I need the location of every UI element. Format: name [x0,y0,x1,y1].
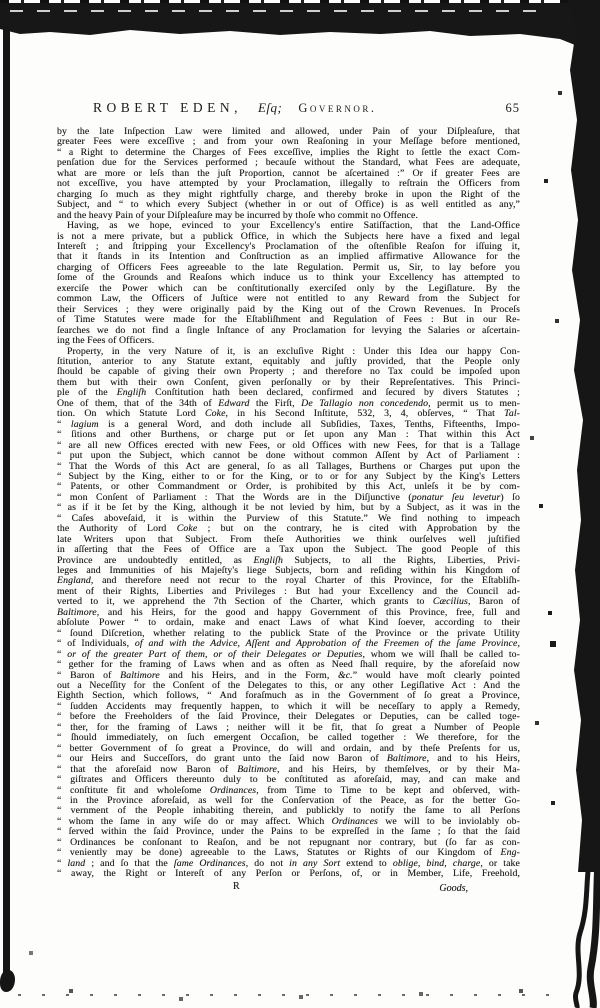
text-line: in aſſerting that the Fees of Office are a Tax upon the Subject. The good People of this [57,544,520,556]
text-line: “ that the aforeſaid now Baron of Baltimore, and his Heirs, by themſelves, or by their Ma- [57,763,521,775]
text-line: “ of Individuals, of and with the Advice, Aſſent and Approbation of the Freemen of the ſame Province, [57,638,521,650]
paragraph [57,127,520,221]
text-line: “ our Heirs and Succeſſors, do grant unto the ſaid now Baron of Baltimore, and to his Heirs, [57,753,521,765]
text-line: that it ſtands in its Intention and Conſtruction as an implied affirmative Allowance for the [57,251,520,263]
text-line: ſtitution, anterior to any Statute extant, equitably and juſtly provided, that the People only [57,355,520,367]
scan-edge-left [3,26,10,978]
text-line: ſhould be capable of giving their own Property ; and therefore no Tax could be impoſed upon [57,366,520,378]
text-line: ment of their Rights, Liberties and Privileges : But had your Excellency and the Council ad- [57,585,520,597]
text-line: is not a mere private, but a publick Office, in which the Subjects here have a fixed and legal [57,230,520,242]
text-line: “ as if it be ſet by the King, although it be not levied by him, but by a Subject, as it was in the [57,502,520,514]
text-line: One of them, that of the 34th of Edward the Firſt, De Tallagio non concedendo, permit us to men- [57,397,521,409]
text-line: ſome of the Grounds and Reaſons which induce us to think your Excellency has attempted to [57,272,520,284]
text-line: Having, as we hope, evinced to your Excellency's entire Satiſfaction, that the Land-Office [67,220,520,232]
text-line: “ land ; and ſo that the ſame Ordinances, do not in any Sort extend to oblige, bind, charge, or take [57,857,521,869]
text-line: Baltimore, and his Heirs, for the good and happy Government of this Province, free, full and [57,606,520,618]
text-line: “ lagium is a general Word, and doth include all Subſidies, Taxes, Tenths, Fifteenths, Impo- [57,418,520,430]
scan-edge-top [0,3,600,49]
text-line: “ vernment of the People inhabiting therein, and publickly to notify the ſame to all Perſons [57,805,520,817]
text-line: common Law, the Officers of Juſtice were not entitled to any Reward from the Subject for [57,293,520,305]
text-line: “ in the Province aforeſaid, as well for the Conſervation of the Peace, as for the better Go- [57,795,520,806]
page-number: 65 [505,101,520,115]
page-header [57,100,520,116]
text-line: “ Baron of Baltimore and his Heirs, and in the Form, &c.” would have moſt clearly pointed [57,669,520,681]
text-line: ſearches we do not find a ſingle Inſtance of any Proclamation for levying the Salaries or aſcertain- [57,324,520,336]
scan-noise-specks [0,0,2,2]
text-line: England, and therefore need not recur to the royal Charter of this Province, for the Eſtabliſh- [57,575,520,587]
text-line: Intereſt ; and ſtripping your Excellency's Proclamation of the oſtenſible Reaſon for iſſuing it, [57,240,520,252]
paragraph [57,221,520,346]
text-line: “ conſtitute fit and wholeſome Ordinances, from Time to Time to be kept and obſerved, with- [57,784,521,796]
text-line: and the heavy Pain of your Diſpleaſure may be incurred by thoſe who commit no Offence. [57,209,418,221]
text-line: “ Patents, or other Commandment or Order, is prohibited by this Act, unleſs it be by com- [57,481,520,493]
text-line: Property, in the very Nature of it, is an excluſive Right : Under this Idea our happy Con- [67,345,520,357]
text-line: penſation due for the Services performed ; becauſe without the Standard, what Fees are adequate, [57,157,520,169]
text-line: out a Neceſſity for the Conſent of the Delegates to this, or any other Legiſlative Act : And the [57,680,520,692]
text-line: their Services ; they were originally paid by the King out of the Crown Revenues. In Proceſs [57,303,520,315]
text-line: “ put upon the Subject, which cannot be done without common Aſſent by Act of Parliament : [57,450,520,462]
paragraph [57,347,520,880]
text-line: of Time Statutes were made for the Eſtabliſhment and Regulation of Fees : But in our Re- [57,314,520,326]
text-line: “ giſtrates and Officers thereunto duly to be conſtituted as aforeſaid, may, and can make and [57,774,520,786]
esquire-abbreviation: Eſq; [257,100,283,115]
text-line: “ before the Freeholders of the ſaid Province, their Delegates or Deputies, can be called toge- [57,711,520,723]
text-line: them but with their own Conſent, given perſonally or by their Repreſentatives. This Princi- [57,376,520,388]
text-line: “ ſudden Accidents may frequently happen, to which it will be neceſſary to apply a Remedy, [57,700,520,712]
text-line: “ a Right to determine the Charges of Fees exceſſive, implies the Right to ſettle the exact Com- [57,146,520,158]
text-line: not exceſſive, you have attempted by your Proclamation, illegally to reſtrain the Officers from [57,178,520,190]
text-line: leges and Immunities of his Majeſty's liege Subjects, born and reſiding within his Kingdom of [57,565,520,577]
text-line: abſolute Power “ to ordain, make and enact Laws of what Kind ſoever, according to their [57,617,520,629]
text-line: verted to it, we apprehend the 7th Section of the Charter, which grants to Cæcilius, Baron of [57,596,520,608]
text-line: “ whom the ſame in any wiſe do or may affect. Which Ordinances we will to be inviolably ob- [57,815,520,827]
text-line: exerciſe the Power which can be conſtitutionally exerciſed only by the Legiſlature. By the [57,282,520,294]
text-line: “ ſerved within the ſaid Province, under the Pains to be expreſſed in the ſame ; ſo that the ſaid [57,826,520,838]
text-line: “ Ordinances be conſonant to Reaſon, and be not repugnant nor contrary, but (ſo far as con- [57,836,520,848]
text-line: ing the Fees of Officers. [57,335,155,347]
page-footer [57,881,520,895]
text-line: “ Caſes aboveſaid, it is within the Purview of this Statute.” We find nothing to impeach [57,512,520,524]
text-line: charging ſo much as they might rightfully charge, and thereby broke in upon the Right of the [57,188,520,200]
text-line: Province are undoubtedly entitled, as Engliſh Subjects, to all the Rights, Liberties, Privi- [57,554,520,566]
governor-name: ROBERT EDEN, [93,100,242,115]
text-line: charging of Officers Fees agreeable to the late Regulation. Permit us, Sir, to lay before you [57,261,520,273]
text-line: the Authority of Lord Coke ; but on the contrary, he is cited with Approbation by the [57,523,520,535]
text-line: “ or of the greater Part of them, or of their Delegates or Deputies, whom we will ſhall be called to- [57,648,521,660]
page-body [57,127,520,880]
text-line: Subject, and “ to which every Subject (whether in or out of Office) is as well entitled as any,” [57,199,520,211]
scan-page-curl [554,848,600,1008]
governor-title: Governor. [298,101,377,115]
text-line: “ Subject by the King, either to or for the King, or to or for any Subject by the King's Letters [57,470,520,482]
scan-edge-right [568,0,600,872]
text-line: “ ſound Diſcretion, whether relating to the publick State of the Province or the private Utility [57,627,520,639]
text-line: “ veniently may be done) agreeable to the Laws, Statutes or Rights of our Kingdom of Eng- [57,847,520,859]
scan-edge-bottom-dots [18,994,558,996]
text-line: late Writers upon that Subject. From theſe Authorities we think ourſelves well juſtified [57,533,520,545]
text-line: “ ſitions and other Burthens, or charge put or ſet upon any Man : That within this Act [57,429,520,441]
text-line: “ away, the Right or Intereſt of any Perſon or Perſons, of, or in Member, Life, Freehold, [57,868,520,880]
text-line: “ are all new Offices erected with new Fees, or old Offices with new Fees, for that is a Tallage [57,439,520,451]
text-line: what are more or leſs than the juſt Proportion, cannot be aſcertained :” Or if greater Fees are [57,167,520,179]
text-line: “ That the Words of this Act are general, ſo as all Tallages, Burthens or Charges put upon the [57,460,520,472]
text-line: “ mon Conſent of Parliament : That the Words are in the Diſjunctive (ponatur ſeu levetur) ſo [57,491,521,503]
text-line: tion. On which Statute Lord Coke, in his Second Inſtitute, 532, 3, 4, obſerves, “ That Tal- [57,408,521,420]
text-line: ple of the Engliſh Conſtitution hath been declared, confirmed and ſecured by divers Statutes ; [57,387,520,399]
text-line: greater Fees were exceſſive ; and from your own Reaſoning in your Meſſage before mentioned, [57,136,520,148]
text-line: “ ther, for the framing of Laws ; neither will it be fit, that ſo great a Number of People [57,721,520,733]
text-line: “ better Government of ſo great a Province, do will and ordain, and by theſe Preſents for us, [57,742,520,754]
text-line: “ gether for the framing of Laws when and as often as Need ſhall require, by the aforeſaid now [57,659,520,671]
text-line: by the late Inſpection Law were limited and allowed, under Pain of your Diſpleaſure, that [57,126,520,137]
text-line: “ ſhould immediately, on ſuch emergent Occaſion, be called together : We therefore, for the [57,732,520,744]
text-line: Eighth Section, which follows, “ And foraſmuch as in the Government of ſo great a Province, [57,690,520,702]
signature-mark: R [233,881,240,892]
catchword: Goods, [439,883,468,894]
